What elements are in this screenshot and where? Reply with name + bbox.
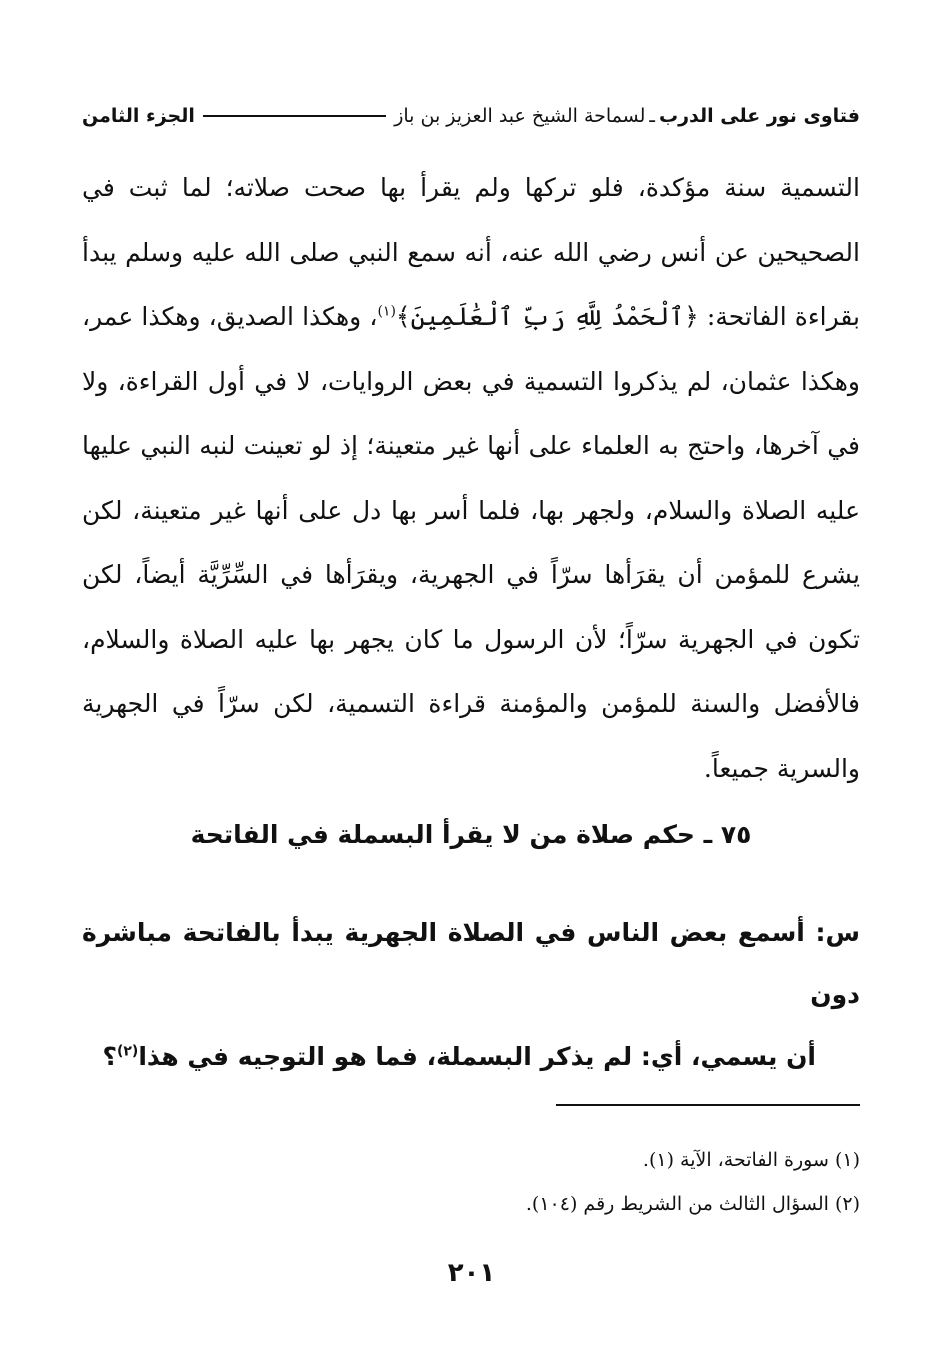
- page-number: ٢٠١: [447, 1258, 496, 1288]
- section-title: ٧٥ ـ حكم صلاة من لا يقرأ البسملة في الفاتحة: [190, 820, 752, 849]
- answer-paragraph: [82, 156, 860, 801]
- question-line-2-wrap: [82, 1026, 860, 1088]
- header-separator: ـ: [649, 105, 655, 127]
- quran-verse: ﴿ٱلْحَمْدُ لِلَّهِ رَبِّ ٱلْعَٰلَمِينَ﴾: [395, 302, 699, 331]
- footnotes: [82, 1138, 860, 1226]
- footnote-1: (١) سورة الفاتحة، الآية (١).: [642, 1149, 860, 1171]
- footnote-separator: [556, 1104, 860, 1106]
- question-end-mark: ؟: [102, 1042, 117, 1071]
- answer-text-before-verse: التسمية سنة مؤكدة، فلو تركها ولم يقرأ بها صحت صلاته؛ لما ثبت في الصحيحين عن أنس رضي الله عنه، أنه سمع النبي صلى الله عليه وسلم يبدأ بقراءة الفاتحة:: [82, 173, 861, 331]
- header-book-title: فتاوى نور على الدرب: [659, 105, 860, 127]
- answer-text: [82, 156, 860, 801]
- running-header: [82, 96, 860, 136]
- header-part: الجزء الثامن: [82, 105, 195, 127]
- answer-text-after-verse: ، وهكذا الصديق، وهكذا عمر، وهكذا عثمان، لم يذكروا التسمية في بعض الروايات، لا في أول القراءة، ولا في آخرها، واحتج به العلماء على أنها غير متعينة؛ إذ لو تعينت لنبه النبي عليها عليه الصلاة والسلام، ولجهر بها، فلما أسر بها دل على أنها غير متعينة، لكن يشرع للمؤمن أن يقرَأها سرّاً في الجهرية، ويقرَأها في السِّرِّيَّة أيضاً، لكن تكون في الجهرية سرّاً؛ لأن الرسول ما كان يجهر بها عليه الصلاة والسلام، فالأفضل والسنة للمؤمن والمؤمنة قراءة التسمية، لكن سرّاً في الجهرية والسرية جميعاً.: [82, 302, 860, 783]
- header-author: لسماحة الشيخ عبد العزيز بن باز: [394, 105, 646, 127]
- question-line-2: أن يسمي، أي: لم يذكر البسملة، فما هو التوجيه في هذا: [138, 1042, 816, 1071]
- header-rule: [203, 115, 386, 117]
- footnote-ref-2: (٢): [116, 1043, 139, 1060]
- footnote-2: (٢) السؤال الثالث من الشريط رقم (١٠٤).: [525, 1193, 860, 1215]
- question-block: [82, 902, 860, 1088]
- question-line-1: س: أسمع بعض الناس في الصلاة الجهرية يبدأ بالفاتحة مباشرة دون: [82, 918, 860, 1009]
- footnote-ref-1: (١): [377, 303, 396, 320]
